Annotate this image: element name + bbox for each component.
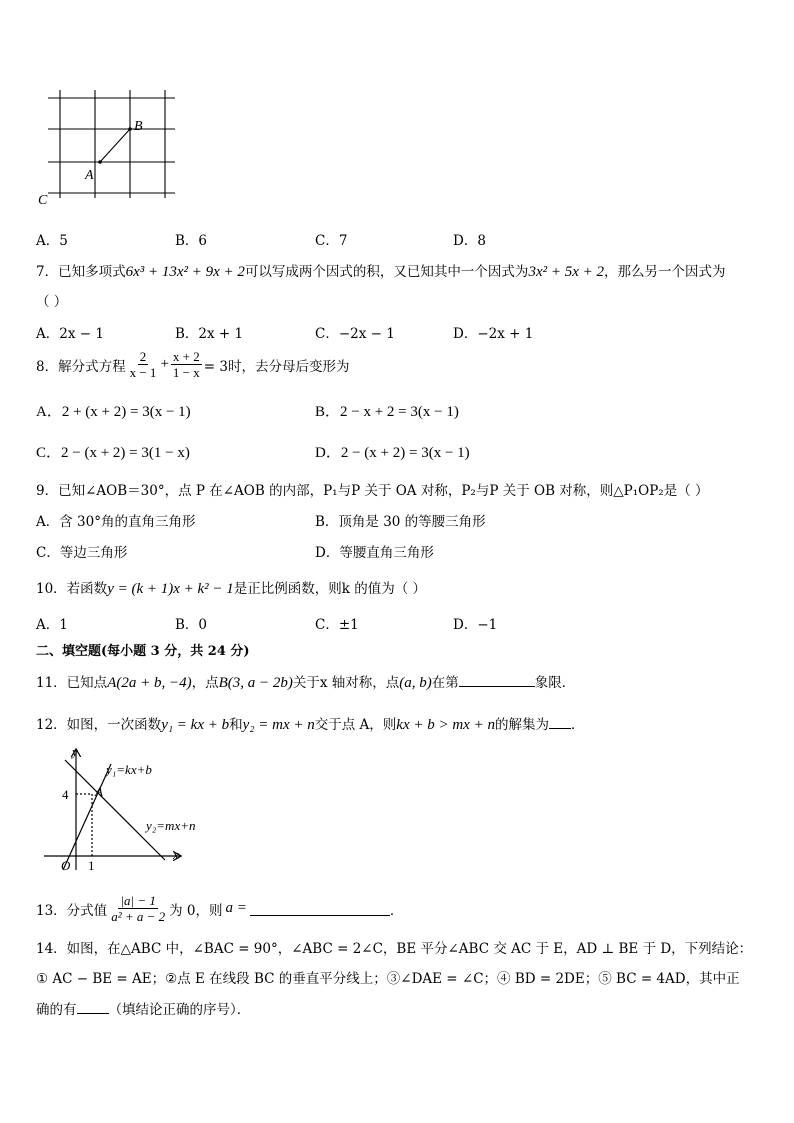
line1-label: y₁=kx+b — [106, 762, 152, 777]
q8-prefix: 8．解分式方程 — [36, 358, 126, 375]
q8-f1-num: 2 — [139, 349, 147, 364]
q12-inequality: kx + b > mx + n — [396, 717, 495, 733]
q11-mid2: 关于x 轴对称，点 — [292, 675, 400, 691]
q12-mid: 交于点 A，则 — [314, 717, 397, 733]
y-tick-label: 4 — [62, 787, 69, 802]
line2-label: y₂=mx+n — [146, 818, 196, 833]
point-label-a: A — [85, 168, 94, 183]
q13-stem — [36, 893, 403, 924]
q12-prefix: 12．如图，一次函数 — [36, 717, 162, 733]
q12-answer-blank[interactable] — [549, 714, 571, 729]
q8-f2-num: x + 2 — [172, 349, 200, 364]
q10-option-a[interactable]: A．1 — [36, 617, 68, 633]
q7-option-c[interactable]: C．−2x − 1 — [315, 326, 395, 342]
q12-y1: y₁ = kx + b — [161, 717, 230, 733]
q7-suffix: ，那么另一个因式为 — [604, 264, 726, 280]
q11-stem — [36, 671, 575, 692]
origin-label: O — [61, 858, 71, 873]
q12-end: ． — [570, 717, 585, 733]
q8-suffix: = 3时，去分母后变形为 — [203, 358, 350, 375]
q12-and: 和 — [229, 717, 243, 733]
q12-suffix: 的解集为 — [494, 717, 549, 733]
x-tick-label: 1 — [88, 858, 95, 873]
q8-option-c[interactable]: C．2 − (x + 2) = 3(1 − x) — [36, 445, 190, 461]
q8-f1-den: x − 1 — [129, 365, 157, 380]
q9-option-a[interactable]: A．含 30°角的直角三角形 — [36, 514, 196, 530]
q8-option-a[interactable]: A．2 + (x + 2) = 3(x − 1) — [36, 404, 191, 420]
q10-option-c[interactable]: C．±1 — [315, 617, 359, 633]
q6-option-b[interactable]: B．6 — [175, 233, 208, 249]
q14-answer-blank[interactable] — [77, 999, 109, 1014]
q8-plus: + — [160, 356, 169, 372]
q10-stem — [36, 577, 426, 598]
q9-option-c[interactable]: C．等边三角形 — [36, 545, 128, 561]
q14-line-3 — [36, 998, 250, 1018]
q12-y2: y₂ = mx + n — [242, 717, 315, 733]
q8-fraction-1 — [128, 349, 159, 380]
q11-answer-blank[interactable] — [459, 672, 535, 687]
figure-label-c: C — [38, 193, 48, 208]
q11-mid1: ，点 — [191, 675, 219, 691]
q13-end: ． — [389, 902, 404, 919]
q13-prefix: 13．分式值 — [36, 902, 108, 919]
q13-numerator: |a| − 1 — [120, 893, 156, 908]
q9-option-b[interactable]: B．顶角是 30 的等腰三角形 — [315, 514, 486, 530]
q14-line3-prefix: 确的有 — [36, 1002, 77, 1018]
q14-line-1: 14．如图，在△ABC 中，∠BAC = 90°，∠ABC = 2∠C，BE 平分∠ABC 交 AC 于 E，AD ⊥ BE 于 D，下列结论： — [36, 941, 753, 957]
q8-option-d[interactable]: D．2 − (x + 2) = 3(x − 1) — [315, 445, 470, 461]
q8-stem — [36, 349, 349, 380]
q7-option-d[interactable]: D．−2x + 1 — [453, 326, 534, 342]
q6-option-d[interactable]: D．8 — [453, 233, 486, 249]
q10-suffix: 是正比例函数，则k 的值为（ ） — [233, 581, 427, 597]
q12-graph — [40, 744, 210, 874]
q7-factor: 3x² + 5x + 2 — [528, 264, 604, 280]
q8-fraction-2 — [171, 349, 202, 380]
q6-option-c[interactable]: C．7 — [315, 233, 348, 249]
q8-option-b[interactable]: B．2 − x + 2 = 3(x − 1) — [315, 404, 459, 420]
q14-line-2: ① AC − BE = AE；②点 E 在线段 BC 的垂直平分线上；③∠DAE = ∠C；④ BD = 2DE；⑤ BC = 4AD，其中正 — [36, 971, 740, 987]
q13-fraction — [109, 893, 167, 924]
intersection-label: A — [95, 784, 103, 799]
q7-mid: 可以写成两个因式的积，又已知其中一个因式为 — [244, 264, 529, 280]
q11-mid3: 在第 — [431, 675, 459, 691]
q11-point-ab: (a, b) — [399, 675, 432, 691]
q12-stem — [36, 713, 584, 734]
q7-option-b[interactable]: B．2x + 1 — [175, 326, 244, 342]
q8-f2-den: 1 − x — [172, 365, 200, 380]
q7-option-a[interactable]: A．2x − 1 — [36, 326, 104, 342]
section-2-title: 二、填空题(每小题 3 分，共 24 分) — [36, 644, 250, 659]
q11-point-a: A(2a + b, −4) — [107, 675, 192, 691]
q7-prefix: 7．已知多项式 — [36, 264, 126, 280]
y-axis-label: y — [72, 744, 78, 759]
q13-answer-blank[interactable] — [250, 901, 390, 916]
q7-polynomial: 6x³ + 13x² + 9x + 2 — [125, 264, 245, 280]
q10-option-b[interactable]: B．0 — [175, 617, 208, 633]
q11-point-b: B(3, a − 2b) — [218, 675, 293, 691]
q13-variable: a = — [225, 900, 247, 916]
q9-stem: 9．已知∠AOB＝30°，点 P 在∠AOB 的内部，P₁与P 关于 OA 对称，P₂与P 关于 OB 对称，则△P₁OP₂是（ ） — [36, 483, 709, 499]
q11-suffix: 象限． — [534, 675, 576, 691]
q14-line3-suffix: （填结论正确的序号）． — [108, 1002, 251, 1018]
q10-option-d[interactable]: D．−1 — [453, 617, 498, 633]
q10-expression: y = (k + 1)x + k² − 1 — [107, 581, 234, 597]
q7-paren: （ ） — [36, 294, 68, 310]
q9-option-d[interactable]: D．等腰直角三角形 — [315, 545, 434, 561]
q13-denominator: a² + a − 2 — [111, 909, 166, 924]
grid-figure — [30, 86, 190, 211]
q6-option-a[interactable]: A．5 — [36, 233, 68, 249]
q11-prefix: 11．已知点 — [36, 675, 108, 691]
point-label-b: B — [134, 119, 143, 134]
q10-prefix: 10．若函数 — [36, 581, 108, 597]
x-axis-label: x — [173, 847, 179, 862]
q7-stem — [36, 260, 726, 281]
q13-mid: 为 0，则 — [169, 902, 223, 919]
